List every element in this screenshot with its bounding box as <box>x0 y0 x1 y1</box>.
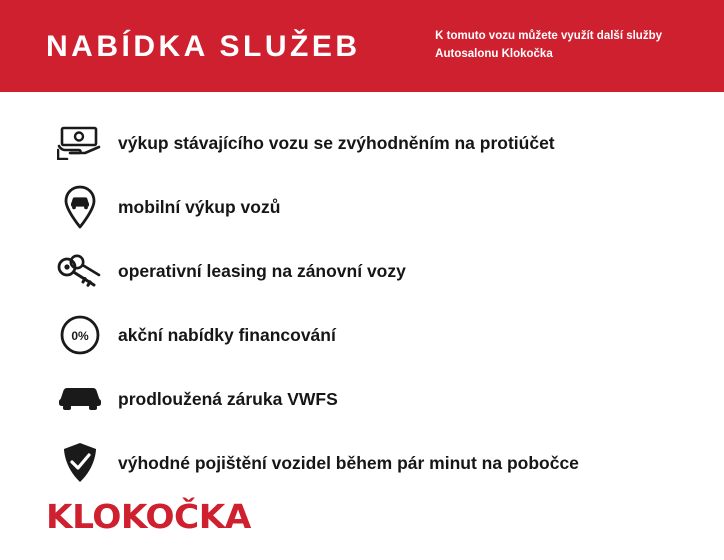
page-header <box>0 0 724 92</box>
list-item <box>0 434 724 492</box>
car-front-icon <box>56 375 104 423</box>
list-item <box>0 306 724 364</box>
svg-text:0%: 0% <box>71 329 89 343</box>
list-item <box>0 178 724 236</box>
car-pin-icon <box>56 183 104 231</box>
service-label: operativní leasing na zánovní vozy <box>118 260 406 281</box>
service-label: mobilní výkup vozů <box>118 196 281 217</box>
page-title: NABÍDKA SLUŽEB <box>46 30 361 63</box>
keys-icon <box>56 247 104 295</box>
footer <box>46 497 251 536</box>
header-subtitle-line1: K tomuto vozu můžete využít další služby <box>435 30 662 43</box>
list-item <box>0 370 724 428</box>
services-list <box>0 114 724 492</box>
header-subtitle-line2: Autosalonu Klokočka <box>435 48 553 60</box>
service-label: akční nabídky financování <box>118 324 336 345</box>
list-item <box>0 242 724 300</box>
service-label: výhodné pojištění vozidel během pár minut na pobočce <box>118 452 579 473</box>
klokocka-logo: KLOKOČKA <box>46 497 251 536</box>
service-label: výkup stávajícího vozu se zvýhodněním na protiúčet <box>118 132 555 153</box>
list-item <box>0 114 724 172</box>
money-hand-icon <box>56 119 104 167</box>
service-label: prodloužená záruka VWFS <box>118 388 338 409</box>
header-subtitle <box>435 28 662 64</box>
zero-percent-icon <box>56 311 104 359</box>
shield-check-icon <box>56 439 104 487</box>
